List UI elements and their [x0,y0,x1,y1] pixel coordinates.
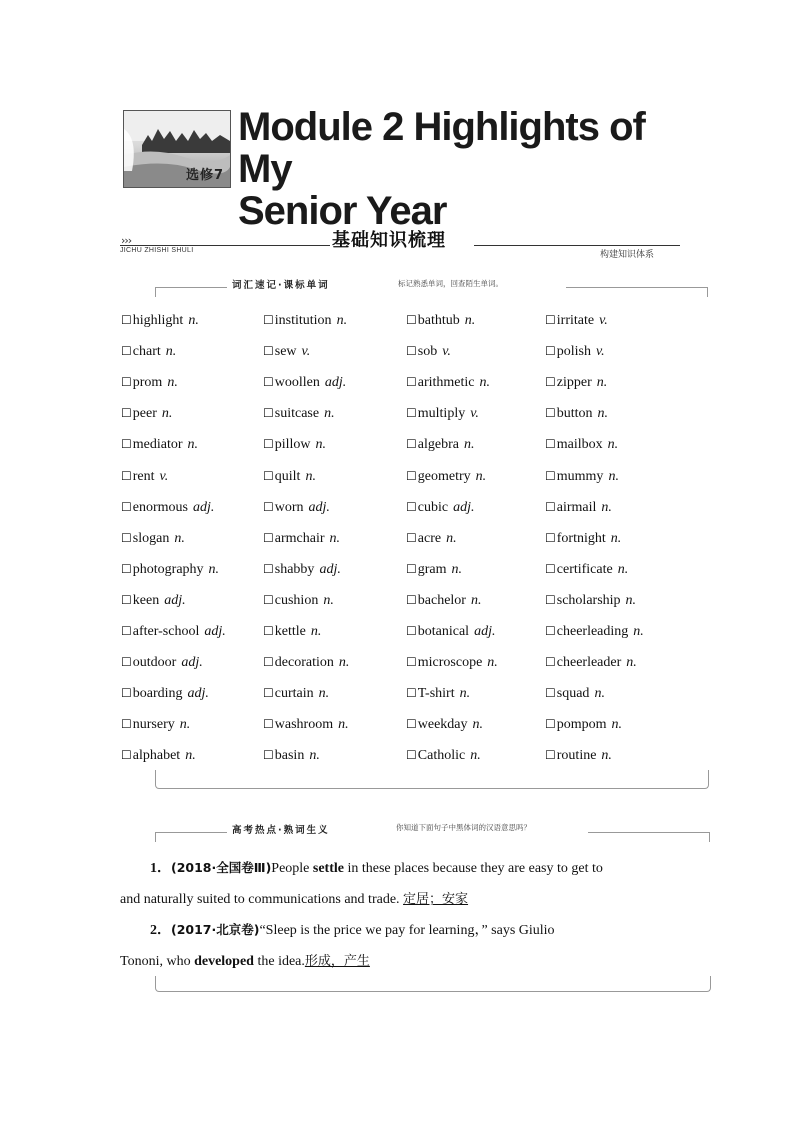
vocab-word-text: mediator [132,437,183,453]
vocab-word-pos: n. [596,375,608,391]
vocab-word-pos: n. [174,530,185,546]
example-1-number: 1． [150,861,171,876]
checkbox-icon[interactable]: ☐ [406,437,417,452]
checkbox-icon[interactable]: ☐ [121,686,132,701]
module-banner-image [123,110,231,188]
vocab-word [263,717,349,733]
example-1-text-post: in these places because they are easy to get to [343,861,603,876]
vocab-word-pos: n. [338,717,349,733]
vocab-word [263,655,349,671]
example-1-line1 [150,857,675,877]
vocab-word [121,500,214,516]
vocab-word [406,313,475,329]
example-1-line2-text: and naturally suited to communications and trade. [120,892,400,907]
vocab-word [263,748,320,764]
vocab-word-pos: n. [161,406,173,422]
vocab-box-tick-left [155,287,156,297]
vocab-word-pos: adj. [181,655,203,671]
checkbox-icon[interactable]: ☐ [406,592,417,607]
vocab-word-text: Catholic [417,748,466,764]
vocab-word [121,406,172,422]
vocab-word-pos: n. [315,437,327,453]
vocab-word-pos: adj. [192,499,215,515]
vocab-word-text: T-shirt [417,686,455,702]
vocab-word [263,531,340,547]
vocab-word-pos: adj. [204,624,226,639]
vocab-word [406,437,474,453]
vocab-word-pos: n. [324,406,335,422]
vocab-word-text: photography [132,561,204,577]
example-1-line2 [120,888,468,908]
vocab-word-pos: n. [305,468,316,484]
vocab-word-text: rent [132,468,155,484]
vocab-word-pos: adj. [324,375,347,391]
vocab-word-pos: n. [597,406,609,422]
example-2-text: “Sleep is the price we pay for learning，” says Giulio [259,923,555,938]
checkbox-icon[interactable]: ☐ [121,748,132,763]
vocab-word-pos: adj. [319,561,341,577]
vocab-word [263,624,321,640]
checkbox-icon[interactable]: ☐ [545,313,556,327]
vocab-word [545,313,608,329]
vocab-word-pos: n. [487,655,498,671]
vocab-word-pos: v. [159,468,169,484]
example-2-keyword: developed [194,954,254,969]
vocab-word-pos: n. [463,437,475,453]
vocab-word [121,375,178,391]
vocab-word-pos: n. [472,717,484,733]
vocab-word-text: bathtub [417,313,460,328]
meaning-box-top-right [588,832,710,833]
vocab-word-pos: n. [329,530,341,546]
vocab-box-tick-right [707,287,708,297]
checkbox-icon[interactable]: ☐ [263,406,274,421]
vocab-word-text: certificate [556,561,613,577]
checkbox-icon[interactable]: ☐ [263,624,274,638]
vocab-word [406,655,498,671]
checkbox-icon[interactable]: ☐ [263,468,274,483]
vocab-word-text: routine [556,748,597,764]
vocab-word [121,717,190,733]
checkbox-icon[interactable]: ☐ [263,655,274,670]
vocab-word [406,500,474,516]
meaning-box-hint: 你知道下面句子中黑体词的汉语意思吗？ [396,823,531,832]
checkbox-icon[interactable]: ☐ [263,437,274,452]
vocab-word-text: cubic [417,499,449,515]
vocab-word-text: botanical [417,624,470,639]
checkbox-icon[interactable]: ☐ [545,406,556,421]
section-right-label: 构建知识体系 [600,250,655,260]
vocab-word [263,593,334,609]
vocab-box-bottom [155,770,709,789]
section-pinyin: JICHU ZHISHI SHULI [120,247,194,254]
vocab-word-text: scholarship [556,592,621,608]
checkbox-icon[interactable]: ☐ [406,655,417,670]
checkbox-icon[interactable]: ☐ [263,375,274,390]
vocab-word [406,406,479,422]
vocab-word [545,562,628,578]
vocab-word-pos: n. [323,592,334,608]
vocab-word-text: decoration [274,655,334,671]
vocab-word [545,437,618,453]
vocab-word-text: peer [132,406,157,422]
vocab-word-text: institution [274,313,332,328]
vocab-word-pos: n. [188,313,199,328]
vocab-word-text: cheerleading [556,624,629,639]
vocab-word-text: woollen [274,375,320,391]
vocab-word [545,344,605,360]
vocab-word-pos: n. [464,313,476,328]
vocab-word [406,748,481,764]
example-2-line1 [150,919,555,939]
vocab-word-pos: n. [625,592,637,608]
vocab-box-hint: 标记熟悉单词，回查陌生单词。 [398,279,503,288]
vocab-word [406,624,495,640]
checkbox-icon[interactable]: ☐ [121,437,132,452]
checkbox-icon[interactable]: ☐ [545,717,556,732]
checkbox-icon[interactable]: ☐ [545,530,556,545]
checkbox-icon[interactable]: ☐ [121,592,132,607]
vocab-word-text: suitcase [274,406,320,422]
vocab-word-pos: n. [470,748,481,764]
vocab-word-pos: n. [310,624,322,639]
vocab-word-pos: n. [179,717,191,733]
vocab-word-text: mailbox [556,437,603,453]
vocab-word [545,624,644,640]
vocab-word [263,686,329,702]
vocab-word-pos: n. [611,717,623,733]
example-2-line2 [120,950,370,970]
vocab-word-pos: v. [442,344,451,360]
checkbox-icon[interactable]: ☐ [406,468,417,483]
checkbox-icon[interactable]: ☐ [121,344,132,359]
meaning-box-label: 高考热点·熟词生义 [232,825,330,836]
example-1-answer: 定居；安家 [403,892,469,907]
vocab-word-text: chart [132,344,161,360]
section-rule-right [474,245,680,246]
checkbox-icon[interactable]: ☐ [263,530,274,545]
checkbox-icon[interactable]: ☐ [406,313,417,327]
vocab-word-text: alphabet [132,748,181,764]
vocab-word-text: bachelor [417,592,466,608]
checkbox-icon[interactable]: ☐ [545,592,556,607]
checkbox-icon[interactable]: ☐ [406,748,417,763]
checkbox-icon[interactable]: ☐ [406,530,417,545]
checkbox-icon[interactable]: ☐ [406,375,417,390]
vocab-word [263,469,316,485]
vocab-word-text: gram [417,561,447,577]
vocab-word-pos: n. [187,437,199,453]
example-2-text-pre: Tononi, who [120,954,195,969]
meaning-box-tick-right [709,832,710,842]
example-2-number: 2． [150,923,171,938]
vocab-box-top-right [566,287,708,288]
vocab-word [121,655,203,671]
vocab-word-text: highlight [132,313,184,328]
chevron-icon: ››› [121,234,132,247]
checkbox-icon[interactable]: ☐ [121,717,132,732]
checkbox-icon[interactable]: ☐ [121,624,132,638]
checkbox-icon[interactable]: ☐ [263,592,274,607]
meaning-box-top-left [155,832,227,833]
vocab-word [545,748,612,764]
vocab-word [121,593,186,609]
vocab-word-pos: adj. [474,624,496,639]
vocab-word-pos: n. [338,655,350,671]
vocab-word-text: weekday [417,717,468,733]
vocab-word-text: airmail [556,499,597,515]
vocab-word [121,562,219,578]
vocab-word-pos: n. [607,437,619,453]
checkbox-icon[interactable]: ☐ [263,344,274,359]
checkbox-icon[interactable]: ☐ [121,313,132,327]
section-rule-left [120,245,330,246]
vocab-word-text: nursery [132,717,175,733]
vocab-word-text: basin [274,748,305,764]
vocab-word [121,624,226,640]
vocab-word [263,562,341,578]
checkbox-icon[interactable]: ☐ [406,561,417,576]
vocab-word [545,717,622,733]
vocab-word [263,313,347,329]
checkbox-icon[interactable]: ☐ [545,686,556,701]
vocab-word-pos: n. [594,686,605,702]
vocab-word-pos: n. [470,592,482,608]
vocab-word [545,469,619,485]
vocab-word-text: keen [132,592,160,608]
example-1-keyword: settle [312,861,344,876]
vocab-word-pos: v. [301,344,311,360]
module-title-line1: Module 2 Highlights of My [238,105,645,191]
vocab-word [545,375,607,391]
vocab-word-text: prom [132,375,163,391]
vocab-word-text: boarding [132,686,183,702]
vocab-word [406,717,483,733]
vocab-word-pos: adj. [187,686,209,702]
vocab-word [545,655,637,671]
module-title [238,106,698,232]
vocab-word [406,344,451,360]
vocab-word [263,344,310,360]
vocab-word-text: irritate [556,313,595,328]
vocab-word-text: slogan [132,530,170,546]
example-1-source: (2018·全国卷Ⅲ) [171,860,272,875]
vocab-word-text: armchair [274,530,325,546]
example-2-text-post: the idea. [253,954,305,969]
checkbox-icon[interactable]: ☐ [121,530,132,545]
vocab-word-text: cheerleader [556,655,622,671]
vocab-word-text: zipper [556,375,592,391]
example-2-answer: 形成，产生 [304,954,370,969]
checkbox-icon[interactable]: ☐ [545,499,556,514]
vocab-word [406,686,470,702]
vocab-word-pos: adj. [164,592,186,608]
checkbox-icon[interactable]: ☐ [263,313,274,327]
checkbox-icon[interactable]: ☐ [545,375,556,390]
vocab-word-text: cushion [274,592,319,608]
vocab-word [121,469,168,485]
checkbox-icon[interactable]: ☐ [406,344,417,359]
vocab-box-label: 词汇速记·课标单词 [232,280,330,291]
checkbox-icon[interactable]: ☐ [406,499,417,514]
vocab-word-text: geometry [417,468,471,484]
checkbox-icon[interactable]: ☐ [406,406,417,421]
checkbox-icon[interactable]: ☐ [121,406,132,421]
checkbox-icon[interactable]: ☐ [121,375,132,390]
vocab-word-pos: n. [208,561,220,577]
checkbox-icon[interactable]: ☐ [121,561,132,576]
vocab-word-text: sob [417,344,438,360]
vocab-word-text: outdoor [132,655,177,671]
vocab-word-text: curtain [274,686,314,702]
checkbox-icon[interactable]: ☐ [406,717,417,732]
vocab-word-pos: v. [599,313,608,328]
meaning-box-bottom [155,976,711,992]
vocab-word-pos: v. [596,344,605,360]
vocab-word-text: mummy [556,468,604,484]
checkbox-icon[interactable]: ☐ [263,499,274,514]
vocab-word-pos: n. [451,561,463,577]
vocab-word-pos: n. [601,499,612,515]
vocab-word-text: arithmetic [417,375,475,391]
section-title: 基础知识梳理 [332,230,446,251]
vocab-word-text: shabby [274,561,315,577]
vocab-word [263,437,326,453]
checkbox-icon[interactable]: ☐ [121,499,132,514]
vocab-word [121,686,209,702]
checkbox-icon[interactable]: ☐ [263,717,274,732]
example-2-source: (2017·北京卷) [171,922,260,937]
vocab-word [406,593,481,609]
vocab-word-pos: n. [336,313,348,328]
checkbox-icon[interactable]: ☐ [545,655,556,670]
vocab-word [406,375,490,391]
vocab-word-text: acre [417,530,442,546]
vocab-word-pos: adj. [308,499,330,515]
vocab-word-pos: n. [626,655,637,671]
vocab-word-text: quilt [274,468,301,484]
checkbox-icon[interactable]: ☐ [406,624,417,638]
vocab-word [545,593,636,609]
checkbox-icon[interactable]: ☐ [545,468,556,483]
checkbox-icon[interactable]: ☐ [545,748,556,763]
vocab-word [406,562,462,578]
vocab-word-pos: n. [479,375,491,391]
vocab-word [121,531,185,547]
vocab-word [121,344,176,360]
vocab-word [121,748,196,764]
vocab-word-text: microscope [417,655,483,671]
vocab-word-pos: n. [601,748,612,764]
checkbox-icon[interactable]: ☐ [545,437,556,452]
vocab-word-text: washroom [274,717,334,733]
checkbox-icon[interactable]: ☐ [263,686,274,701]
checkbox-icon[interactable]: ☐ [406,686,417,701]
vocab-word-text: button [556,406,593,422]
checkbox-icon[interactable]: ☐ [121,468,132,483]
example-1-text-pre: People [271,861,313,876]
vocab-word [545,686,605,702]
vocab-word-pos: v. [470,406,479,422]
vocab-word-text: worn [274,499,304,515]
checkbox-icon[interactable]: ☐ [263,748,274,763]
vocab-word-text: sew [274,344,297,360]
checkbox-icon[interactable]: ☐ [121,655,132,670]
vocab-word-text: after-school [132,624,200,639]
vocab-word-text: pompom [556,717,607,733]
vocab-word-pos: adj. [453,499,475,515]
checkbox-icon[interactable]: ☐ [545,344,556,359]
vocab-word-pos: n. [446,530,457,546]
vocab-word [121,437,198,453]
vocab-word-pos: n. [309,748,320,764]
vocab-word-pos: n. [608,468,619,484]
vocab-word-text: enormous [132,499,188,515]
vocab-word-text: kettle [274,624,306,639]
vocab-word [121,313,199,329]
vocab-word [263,500,330,516]
vocab-word [545,531,621,547]
vocab-word [545,406,608,422]
vocab-box-top-left [155,287,227,288]
vocab-word-text: polish [556,344,591,360]
checkbox-icon[interactable]: ☐ [545,561,556,576]
vocab-word-pos: n. [459,686,471,702]
vocab-word-pos: n. [185,748,196,764]
vocab-word-text: pillow [274,437,311,453]
vocab-word-text: fortnight [556,530,606,546]
vocab-word-text: squad [556,686,590,702]
vocab-word-pos: n. [475,468,487,484]
vocab-word [406,531,457,547]
vocab-word-text: algebra [417,437,459,453]
module-title-line2: Senior Year [238,189,447,233]
vocab-word-pos: n. [610,530,622,546]
checkbox-icon[interactable]: ☐ [263,561,274,576]
meaning-box-tick-left [155,832,156,842]
vocab-word [406,469,486,485]
vocab-word [263,406,335,422]
vocab-word [545,500,612,516]
vocab-word [263,375,346,391]
vocab-word-text: multiply [417,406,466,422]
vocab-word-pos: n. [167,375,178,391]
vocab-word-pos: n. [165,344,177,360]
banner-label: 选修7 [185,168,224,183]
vocab-word-pos: n. [633,624,644,639]
checkbox-icon[interactable]: ☐ [545,624,556,638]
vocab-word-pos: n. [318,686,330,702]
vocab-word-pos: n. [617,561,629,577]
